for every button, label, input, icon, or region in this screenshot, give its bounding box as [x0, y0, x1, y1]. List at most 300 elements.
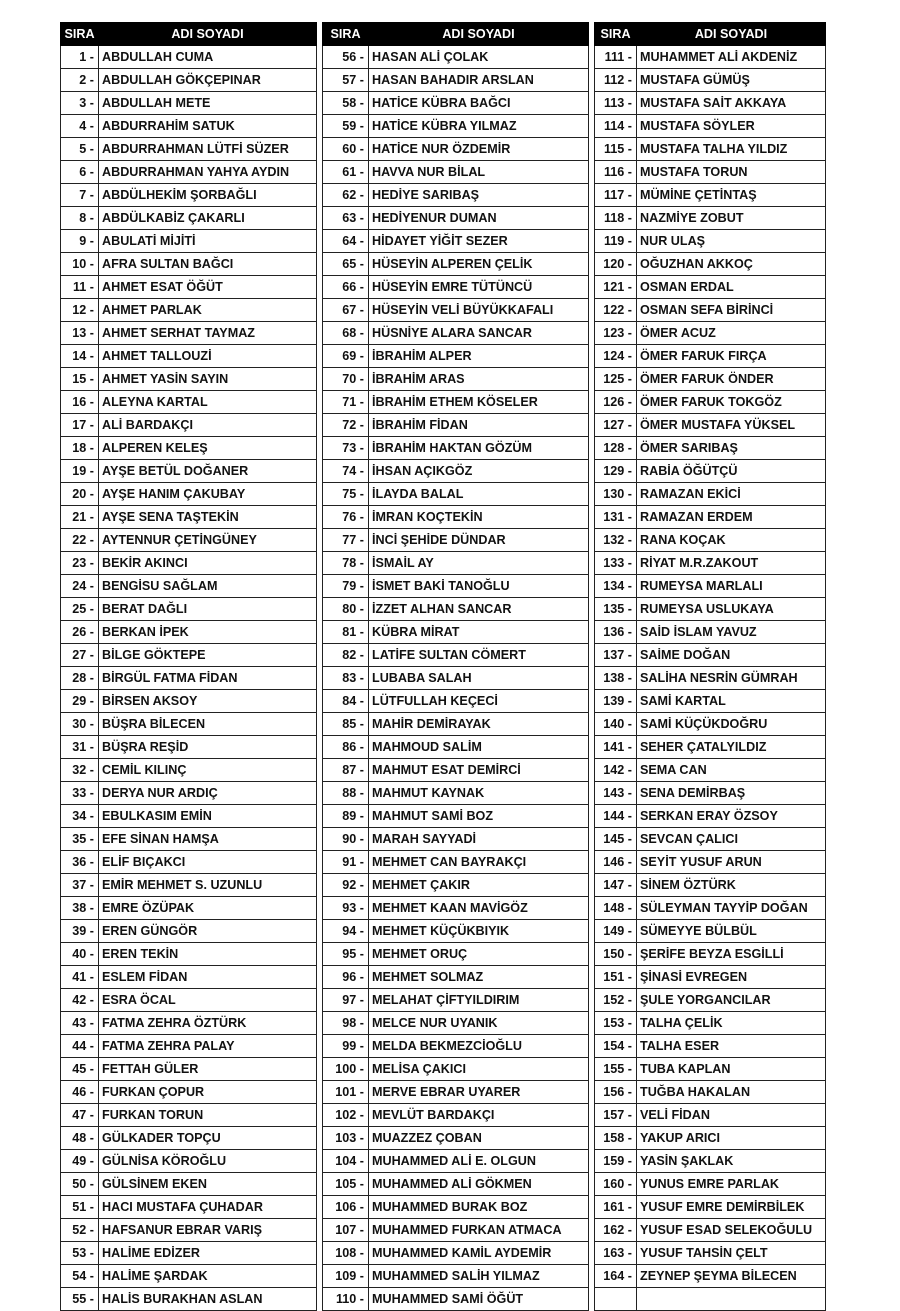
- row-number: 73 -: [323, 437, 369, 460]
- row-number: 90 -: [323, 828, 369, 851]
- row-number: 85 -: [323, 713, 369, 736]
- person-name: YUSUF TAHSİN ÇELT: [637, 1242, 826, 1265]
- person-name: SEHER ÇATALYILDIZ: [637, 736, 826, 759]
- row-number: 104 -: [323, 1150, 369, 1173]
- person-name: ABDÜLHEKİM ŞORBAĞLI: [99, 184, 317, 207]
- person-name: MAHMUT ESAT DEMİRCİ: [369, 759, 589, 782]
- person-name: HİDAYET YİĞİT SEZER: [369, 230, 589, 253]
- row-number: 58 -: [323, 92, 369, 115]
- person-name: EFE SİNAN HAMŞA: [99, 828, 317, 851]
- table-row: [61, 621, 826, 644]
- person-name: VELİ FİDAN: [637, 1104, 826, 1127]
- table-row: [61, 1012, 826, 1035]
- person-name: GÜLNİSA KÖROĞLU: [99, 1150, 317, 1173]
- row-number: 72 -: [323, 414, 369, 437]
- person-name: DERYA NUR ARDIÇ: [99, 782, 317, 805]
- row-number: 21 -: [61, 506, 99, 529]
- table-row: [61, 253, 826, 276]
- person-name: BERAT DAĞLI: [99, 598, 317, 621]
- row-number: 23 -: [61, 552, 99, 575]
- person-name: ŞİNASİ EVREGEN: [637, 966, 826, 989]
- row-number: 17 -: [61, 414, 99, 437]
- table-row: [61, 713, 826, 736]
- table-row: [61, 483, 826, 506]
- person-name: HÜSEYİN EMRE TÜTÜNCÜ: [369, 276, 589, 299]
- person-name: OĞUZHAN AKKOÇ: [637, 253, 826, 276]
- person-name: LUBABA SALAH: [369, 667, 589, 690]
- row-number: 83 -: [323, 667, 369, 690]
- table-row: [61, 667, 826, 690]
- row-number: 75 -: [323, 483, 369, 506]
- person-name: HAVVA NUR BİLAL: [369, 161, 589, 184]
- row-number: 3 -: [61, 92, 99, 115]
- row-number: 129 -: [595, 460, 637, 483]
- person-name: MUHAMMED SAMİ ÖĞÜT: [369, 1288, 589, 1311]
- row-number: 76 -: [323, 506, 369, 529]
- person-name: İBRAHİM FİDAN: [369, 414, 589, 437]
- row-number: 34 -: [61, 805, 99, 828]
- person-name: HATİCE NUR ÖZDEMİR: [369, 138, 589, 161]
- person-name: AYTENNUR ÇETİNGÜNEY: [99, 529, 317, 552]
- person-name: MUHAMMED KAMİL AYDEMİR: [369, 1242, 589, 1265]
- person-name: TALHA ESER: [637, 1035, 826, 1058]
- row-number: 31 -: [61, 736, 99, 759]
- person-name: İMRAN KOÇTEKİN: [369, 506, 589, 529]
- row-number: 119 -: [595, 230, 637, 253]
- person-name: ABDULLAH CUMA: [99, 46, 317, 69]
- person-name: MUSTAFA SÖYLER: [637, 115, 826, 138]
- row-number: 132 -: [595, 529, 637, 552]
- person-name: MEHMET ÇAKIR: [369, 874, 589, 897]
- person-name: SAİME DOĞAN: [637, 644, 826, 667]
- table-row: [61, 460, 826, 483]
- row-number: 149 -: [595, 920, 637, 943]
- row-number: 106 -: [323, 1196, 369, 1219]
- person-name: AYŞE SENA TAŞTEKİN: [99, 506, 317, 529]
- row-number: 74 -: [323, 460, 369, 483]
- row-number: 135 -: [595, 598, 637, 621]
- person-name: AYŞE HANIM ÇAKUBAY: [99, 483, 317, 506]
- person-name: MÜMİNE ÇETİNTAŞ: [637, 184, 826, 207]
- person-name: OSMAN SEFA BİRİNCİ: [637, 299, 826, 322]
- table-row: [61, 322, 826, 345]
- row-number: 61 -: [323, 161, 369, 184]
- person-name: AHMET YASİN SAYIN: [99, 368, 317, 391]
- person-name: RİYAT M.R.ZAKOUT: [637, 552, 826, 575]
- person-name: HASAN ALİ ÇOLAK: [369, 46, 589, 69]
- row-number: 139 -: [595, 690, 637, 713]
- table-row: [61, 299, 826, 322]
- header-sira-col1: SIRA: [61, 23, 99, 46]
- row-number: 1 -: [61, 46, 99, 69]
- row-number: 161 -: [595, 1196, 637, 1219]
- person-name: MUSTAFA TORUN: [637, 161, 826, 184]
- row-number: 35 -: [61, 828, 99, 851]
- row-number: 87 -: [323, 759, 369, 782]
- person-name: SAMİ KARTAL: [637, 690, 826, 713]
- header-name-col3: ADI SOYADI: [637, 23, 826, 46]
- row-number: 8 -: [61, 207, 99, 230]
- row-number: 9 -: [61, 230, 99, 253]
- row-number: 89 -: [323, 805, 369, 828]
- person-name: HÜSNİYE ALARA SANCAR: [369, 322, 589, 345]
- person-name: YUSUF EMRE DEMİRBİLEK: [637, 1196, 826, 1219]
- row-number: 45 -: [61, 1058, 99, 1081]
- table-row: [61, 1288, 826, 1311]
- row-number: 91 -: [323, 851, 369, 874]
- row-number: 14 -: [61, 345, 99, 368]
- person-name: HALİS BURAKHAN ASLAN: [99, 1288, 317, 1311]
- row-number: 145 -: [595, 828, 637, 851]
- person-name: MAHMUT KAYNAK: [369, 782, 589, 805]
- table-body: [61, 46, 826, 1311]
- person-name: SAİD İSLAM YAVUZ: [637, 621, 826, 644]
- person-name: MELCE NUR UYANIK: [369, 1012, 589, 1035]
- table-row: [61, 1035, 826, 1058]
- row-number: 112 -: [595, 69, 637, 92]
- person-name: HALİME ŞARDAK: [99, 1265, 317, 1288]
- row-number: 103 -: [323, 1127, 369, 1150]
- person-name: OSMAN ERDAL: [637, 276, 826, 299]
- row-number: 133 -: [595, 552, 637, 575]
- person-name: ALPEREN KELEŞ: [99, 437, 317, 460]
- person-name: MUHAMMED ALİ GÖKMEN: [369, 1173, 589, 1196]
- person-name: MELDA BEKMEZCİOĞLU: [369, 1035, 589, 1058]
- person-name: HEDİYE SARIBAŞ: [369, 184, 589, 207]
- row-number: 44 -: [61, 1035, 99, 1058]
- table-row: [61, 782, 826, 805]
- row-number: 95 -: [323, 943, 369, 966]
- table-row: [61, 69, 826, 92]
- person-name: ŞULE YORGANCILAR: [637, 989, 826, 1012]
- person-name: MEHMET KÜÇÜKBIYIK: [369, 920, 589, 943]
- person-name: GÜLKADER TOPÇU: [99, 1127, 317, 1150]
- row-number: 51 -: [61, 1196, 99, 1219]
- row-number: 127 -: [595, 414, 637, 437]
- row-number: 55 -: [61, 1288, 99, 1311]
- table-row: [61, 115, 826, 138]
- row-number: 105 -: [323, 1173, 369, 1196]
- person-name: İBRAHİM HAKTAN GÖZÜM: [369, 437, 589, 460]
- table-row: [61, 437, 826, 460]
- row-number: 6 -: [61, 161, 99, 184]
- row-number: 38 -: [61, 897, 99, 920]
- person-name: MUSTAFA SAİT AKKAYA: [637, 92, 826, 115]
- table-row: [61, 644, 826, 667]
- row-number: 120 -: [595, 253, 637, 276]
- table-row: [61, 966, 826, 989]
- person-name: RANA KOÇAK: [637, 529, 826, 552]
- header-sira-col3: SIRA: [595, 23, 637, 46]
- row-number: 53 -: [61, 1242, 99, 1265]
- row-number: 157 -: [595, 1104, 637, 1127]
- table-row: [61, 138, 826, 161]
- row-number: 121 -: [595, 276, 637, 299]
- row-number: 82 -: [323, 644, 369, 667]
- person-name: ABULATİ MİJİTİ: [99, 230, 317, 253]
- person-name: SENA DEMİRBAŞ: [637, 782, 826, 805]
- person-name: TUBA KAPLAN: [637, 1058, 826, 1081]
- person-name: MUHAMMED FURKAN ATMACA: [369, 1219, 589, 1242]
- person-name: İZZET ALHAN SANCAR: [369, 598, 589, 621]
- row-number: 109 -: [323, 1265, 369, 1288]
- person-name: AYŞE BETÜL DOĞANER: [99, 460, 317, 483]
- row-number: 156 -: [595, 1081, 637, 1104]
- row-number: 144 -: [595, 805, 637, 828]
- person-name: EBULKASIM EMİN: [99, 805, 317, 828]
- table-row: [61, 1150, 826, 1173]
- row-number: 100 -: [323, 1058, 369, 1081]
- person-name: SERKAN ERAY ÖZSOY: [637, 805, 826, 828]
- person-name: ESLEM FİDAN: [99, 966, 317, 989]
- header-name-col1: ADI SOYADI: [99, 23, 317, 46]
- person-name: MUHAMMED BURAK BOZ: [369, 1196, 589, 1219]
- person-name: ESRA ÖCAL: [99, 989, 317, 1012]
- row-number: 108 -: [323, 1242, 369, 1265]
- row-number: 29 -: [61, 690, 99, 713]
- table-row: [61, 207, 826, 230]
- person-name: ALİ BARDAKÇI: [99, 414, 317, 437]
- row-number: 7 -: [61, 184, 99, 207]
- row-number: 96 -: [323, 966, 369, 989]
- row-number: 136 -: [595, 621, 637, 644]
- person-name: EREN TEKİN: [99, 943, 317, 966]
- row-number: 131 -: [595, 506, 637, 529]
- table-row: [61, 391, 826, 414]
- table-row: [61, 1104, 826, 1127]
- row-number: 86 -: [323, 736, 369, 759]
- row-number: 77 -: [323, 529, 369, 552]
- row-number: 143 -: [595, 782, 637, 805]
- row-number: 151 -: [595, 966, 637, 989]
- person-name: EMRE ÖZÜPAK: [99, 897, 317, 920]
- person-name: MEVLÜT BARDAKÇI: [369, 1104, 589, 1127]
- row-number: 11 -: [61, 276, 99, 299]
- row-number: 80 -: [323, 598, 369, 621]
- person-name: RUMEYSA MARLALI: [637, 575, 826, 598]
- person-name: İBRAHİM ARAS: [369, 368, 589, 391]
- table-row: [61, 506, 826, 529]
- row-number: 15 -: [61, 368, 99, 391]
- row-number: 122 -: [595, 299, 637, 322]
- row-number: 88 -: [323, 782, 369, 805]
- person-name: HATİCE KÜBRA YILMAZ: [369, 115, 589, 138]
- table-row: [61, 92, 826, 115]
- row-number: 41 -: [61, 966, 99, 989]
- table-row: [61, 184, 826, 207]
- person-name: MEHMET ORUÇ: [369, 943, 589, 966]
- row-number: 48 -: [61, 1127, 99, 1150]
- table-row: [61, 46, 826, 69]
- person-name: MEHMET SOLMAZ: [369, 966, 589, 989]
- person-name: NAZMİYE ZOBUT: [637, 207, 826, 230]
- person-name: LATİFE SULTAN CÖMERT: [369, 644, 589, 667]
- row-number: 30 -: [61, 713, 99, 736]
- table-row: [61, 1173, 826, 1196]
- row-number: 123 -: [595, 322, 637, 345]
- header-row: [61, 23, 826, 46]
- person-name: ABDURRAHMAN LÜTFİ SÜZER: [99, 138, 317, 161]
- row-number: 24 -: [61, 575, 99, 598]
- row-number: 22 -: [61, 529, 99, 552]
- row-number: 107 -: [323, 1219, 369, 1242]
- person-name: RUMEYSA USLUKAYA: [637, 598, 826, 621]
- person-name: FATMA ZEHRA ÖZTÜRK: [99, 1012, 317, 1035]
- person-name: AHMET ESAT ÖĞÜT: [99, 276, 317, 299]
- row-number: 147 -: [595, 874, 637, 897]
- row-number: 40 -: [61, 943, 99, 966]
- table-row: [61, 529, 826, 552]
- row-number: 124 -: [595, 345, 637, 368]
- person-name: CEMİL KILINÇ: [99, 759, 317, 782]
- row-number: 113 -: [595, 92, 637, 115]
- row-number: 93 -: [323, 897, 369, 920]
- person-name: NUR ULAŞ: [637, 230, 826, 253]
- person-name: HATİCE KÜBRA BAĞCI: [369, 92, 589, 115]
- row-number: 128 -: [595, 437, 637, 460]
- table-row: [61, 851, 826, 874]
- person-name: MEHMET KAAN MAVİGÖZ: [369, 897, 589, 920]
- person-name: EMİR MEHMET S. UZUNLU: [99, 874, 317, 897]
- table-row: [61, 736, 826, 759]
- table-row: [61, 1219, 826, 1242]
- row-number: 27 -: [61, 644, 99, 667]
- row-number: 118 -: [595, 207, 637, 230]
- person-name: İSMAİL AY: [369, 552, 589, 575]
- row-number: 92 -: [323, 874, 369, 897]
- person-name: ÖMER FARUK ÖNDER: [637, 368, 826, 391]
- row-number: 148 -: [595, 897, 637, 920]
- person-name: BİRSEN AKSOY: [99, 690, 317, 713]
- person-name: ÖMER FARUK TOKGÖZ: [637, 391, 826, 414]
- row-number: 2 -: [61, 69, 99, 92]
- person-name: FURKAN ÇOPUR: [99, 1081, 317, 1104]
- row-number: 56 -: [323, 46, 369, 69]
- row-number: 59 -: [323, 115, 369, 138]
- table-row: [61, 276, 826, 299]
- person-name: MEHMET CAN BAYRAKÇI: [369, 851, 589, 874]
- row-number: 138 -: [595, 667, 637, 690]
- person-name: HÜSEYİN VELİ BÜYÜKKAFALI: [369, 299, 589, 322]
- person-name: ÖMER SARIBAŞ: [637, 437, 826, 460]
- person-name: YAKUP ARICI: [637, 1127, 826, 1150]
- person-name: AHMET TALLOUZİ: [99, 345, 317, 368]
- row-number: 153 -: [595, 1012, 637, 1035]
- table-row: [61, 874, 826, 897]
- header-sira-col2: SIRA: [323, 23, 369, 46]
- row-number: 116 -: [595, 161, 637, 184]
- person-name: ÖMER MUSTAFA YÜKSEL: [637, 414, 826, 437]
- row-number: 71 -: [323, 391, 369, 414]
- person-name: ELİF BIÇAKCI: [99, 851, 317, 874]
- table-row: [61, 1081, 826, 1104]
- person-name: MAHMOUD SALİM: [369, 736, 589, 759]
- row-number: 37 -: [61, 874, 99, 897]
- row-number: 10 -: [61, 253, 99, 276]
- table-row: [61, 943, 826, 966]
- table-row: [61, 1242, 826, 1265]
- person-name: RABİA ÖĞÜTÇÜ: [637, 460, 826, 483]
- row-number: [595, 1288, 637, 1311]
- row-number: 117 -: [595, 184, 637, 207]
- person-name: HEDİYENUR DUMAN: [369, 207, 589, 230]
- person-name: HÜSEYİN ALPEREN ÇELİK: [369, 253, 589, 276]
- row-number: 67 -: [323, 299, 369, 322]
- person-name: BÜŞRA BİLECEN: [99, 713, 317, 736]
- person-name: İSMET BAKİ TANOĞLU: [369, 575, 589, 598]
- person-name: SEMA CAN: [637, 759, 826, 782]
- person-name: MAHİR DEMİRAYAK: [369, 713, 589, 736]
- row-number: 68 -: [323, 322, 369, 345]
- row-number: 63 -: [323, 207, 369, 230]
- person-name: AFRA SULTAN BAĞCI: [99, 253, 317, 276]
- header-name-col2: ADI SOYADI: [369, 23, 589, 46]
- table-row: [61, 805, 826, 828]
- person-name: HACI MUSTAFA ÇUHADAR: [99, 1196, 317, 1219]
- person-name: İHSAN AÇIKGÖZ: [369, 460, 589, 483]
- row-number: 25 -: [61, 598, 99, 621]
- person-name: İLAYDA BALAL: [369, 483, 589, 506]
- row-number: 125 -: [595, 368, 637, 391]
- person-name: MAHMUT SAMİ BOZ: [369, 805, 589, 828]
- person-name: ABDÜLKABİZ ÇAKARLI: [99, 207, 317, 230]
- row-number: 137 -: [595, 644, 637, 667]
- row-number: 49 -: [61, 1150, 99, 1173]
- person-name: SİNEM ÖZTÜRK: [637, 874, 826, 897]
- table-row: [61, 1196, 826, 1219]
- row-number: 154 -: [595, 1035, 637, 1058]
- row-number: 134 -: [595, 575, 637, 598]
- row-number: 43 -: [61, 1012, 99, 1035]
- person-name: LÜTFULLAH KEÇECİ: [369, 690, 589, 713]
- person-name: AHMET PARLAK: [99, 299, 317, 322]
- table-row: [61, 828, 826, 851]
- row-number: 155 -: [595, 1058, 637, 1081]
- person-name: MELİSA ÇAKICI: [369, 1058, 589, 1081]
- row-number: 101 -: [323, 1081, 369, 1104]
- person-name: SALİHA NESRİN GÜMRAH: [637, 667, 826, 690]
- person-name: BEKİR AKINCI: [99, 552, 317, 575]
- table-row: [61, 1127, 826, 1150]
- person-name: MUAZZEZ ÇOBAN: [369, 1127, 589, 1150]
- table-row: [61, 345, 826, 368]
- person-name: BERKAN İPEK: [99, 621, 317, 644]
- person-name: EREN GÜNGÖR: [99, 920, 317, 943]
- person-name: SAMİ KÜÇÜKDOĞRU: [637, 713, 826, 736]
- row-number: 33 -: [61, 782, 99, 805]
- person-name: HALİME EDİZER: [99, 1242, 317, 1265]
- row-number: 94 -: [323, 920, 369, 943]
- row-number: 111 -: [595, 46, 637, 69]
- row-number: 163 -: [595, 1242, 637, 1265]
- row-number: 16 -: [61, 391, 99, 414]
- table-row: [61, 368, 826, 391]
- row-number: 97 -: [323, 989, 369, 1012]
- person-name: ŞERİFE BEYZA ESGİLLİ: [637, 943, 826, 966]
- table-row: [61, 1265, 826, 1288]
- row-number: 115 -: [595, 138, 637, 161]
- row-number: 50 -: [61, 1173, 99, 1196]
- name-list-table: [60, 22, 826, 1311]
- person-name: AHMET SERHAT TAYMAZ: [99, 322, 317, 345]
- person-name: [637, 1288, 826, 1311]
- row-number: 152 -: [595, 989, 637, 1012]
- row-number: 46 -: [61, 1081, 99, 1104]
- table-row: [61, 759, 826, 782]
- person-name: MUHAMMED SALİH YILMAZ: [369, 1265, 589, 1288]
- person-name: ÖMER FARUK FIRÇA: [637, 345, 826, 368]
- row-number: 32 -: [61, 759, 99, 782]
